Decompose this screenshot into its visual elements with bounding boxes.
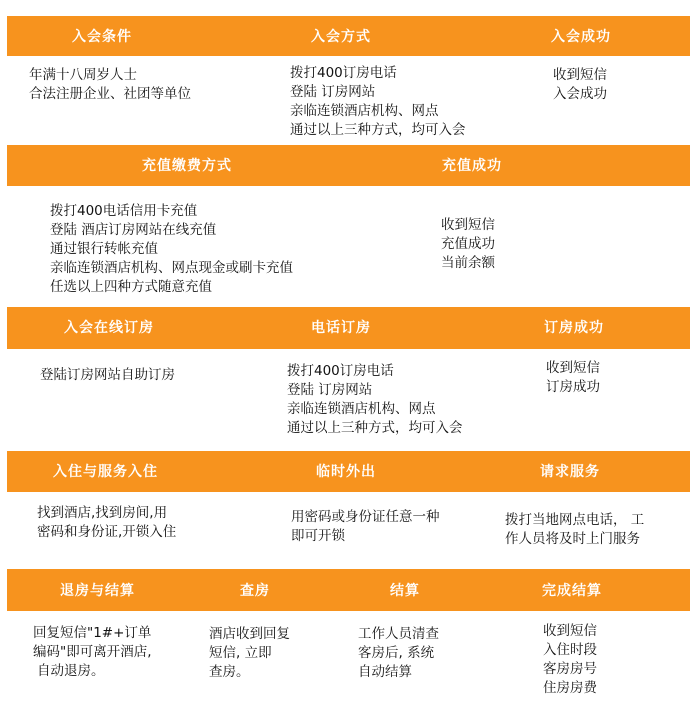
header-room-check: 查房 bbox=[240, 583, 270, 599]
text-line: 收到短信 bbox=[543, 623, 597, 639]
text-line: 合法注册企业、社团等单位 bbox=[29, 86, 191, 102]
cell-settlement-complete bbox=[543, 622, 597, 698]
cell-online-booking bbox=[40, 366, 175, 385]
text-line: 亲临连锁酒店机构、网点 bbox=[290, 103, 439, 119]
text-line: 找到酒店,找到房间,用 bbox=[37, 505, 168, 521]
text-line: 自动退房。 bbox=[37, 663, 105, 679]
text-line: 收到短信 bbox=[441, 217, 495, 233]
header-settlement: 结算 bbox=[390, 583, 420, 599]
text-line: 登陆订房网站自助订房 bbox=[40, 367, 175, 383]
text-line: 客房房号 bbox=[543, 661, 597, 677]
cell-phone-booking bbox=[287, 362, 463, 438]
text-line: 密码和身份证,开锁入住 bbox=[37, 524, 177, 540]
header-booking-success: 订房成功 bbox=[544, 320, 604, 336]
header-bar-recharge bbox=[7, 145, 690, 186]
cell-temporary-leave bbox=[291, 508, 440, 546]
text-line: 当前余额 bbox=[441, 255, 495, 271]
header-recharge-success: 充值成功 bbox=[442, 158, 502, 174]
cell-room-check bbox=[209, 625, 290, 682]
header-membership-success: 入会成功 bbox=[551, 29, 611, 45]
header-membership-conditions: 入会条件 bbox=[72, 29, 132, 45]
header-membership-methods: 入会方式 bbox=[311, 29, 371, 45]
text-line: 酒店收到回复 bbox=[209, 626, 290, 642]
cell-settlement bbox=[358, 625, 439, 682]
text-line: 入住时段 bbox=[543, 642, 597, 658]
text-line: 入会成功 bbox=[553, 86, 607, 102]
text-line: 通过以上三种方式，均可入会 bbox=[290, 122, 466, 138]
text-line: 通过银行转帐充值 bbox=[50, 241, 158, 257]
cell-checkout-settlement bbox=[33, 624, 152, 681]
text-line: 用密码或身份证任意一种 bbox=[291, 509, 440, 525]
header-phone-booking: 电话订房 bbox=[311, 320, 371, 336]
header-checkin-service: 入住与服务入住 bbox=[53, 464, 158, 480]
text-line: 亲临连锁酒店机构、网点 bbox=[287, 401, 436, 417]
text-line: 工作人员清查 bbox=[358, 626, 439, 642]
text-line: 充值成功 bbox=[441, 236, 495, 252]
text-line: 收到短信 bbox=[546, 360, 600, 376]
text-line: 通过以上三种方式，均可入会 bbox=[287, 420, 463, 436]
text-line: 即可开锁 bbox=[291, 528, 345, 544]
text-line: 自动结算 bbox=[358, 664, 412, 680]
text-line: 订房成功 bbox=[546, 379, 600, 395]
text-line: 拨打400订房电话 bbox=[287, 363, 394, 379]
text-line: 任选以上四种方式随意充值 bbox=[50, 279, 212, 295]
header-request-service: 请求服务 bbox=[540, 464, 600, 480]
cell-membership-success bbox=[553, 66, 607, 104]
header-online-booking: 入会在线订房 bbox=[64, 320, 154, 336]
cell-recharge-methods bbox=[50, 202, 293, 297]
cell-membership-conditions bbox=[29, 66, 191, 104]
header-temporary-leave: 临时外出 bbox=[316, 464, 376, 480]
header-checkout-settlement: 退房与结算 bbox=[60, 583, 135, 599]
text-line: 客房后, 系统 bbox=[358, 645, 435, 661]
text-line: 登陆 订房网站 bbox=[287, 382, 373, 398]
header-settlement-complete: 完成结算 bbox=[542, 583, 602, 599]
text-line: 亲临连锁酒店机构、网点现金或刷卡充值 bbox=[50, 260, 293, 276]
text-line: 收到短信 bbox=[553, 67, 607, 83]
text-line: 作人员将及时上门服务 bbox=[505, 531, 640, 547]
text-line: 查房。 bbox=[209, 664, 250, 680]
text-line: 编码"即可离开酒店, bbox=[33, 644, 152, 660]
text-line: 登陆 酒店订房网站在线充值 bbox=[50, 222, 217, 238]
cell-checkin-service bbox=[37, 504, 176, 542]
cell-recharge-success bbox=[441, 216, 495, 273]
header-recharge-methods: 充值缴费方式 bbox=[142, 158, 232, 174]
text-line: 拨打400电话信用卡充值 bbox=[50, 203, 198, 219]
cell-request-service bbox=[505, 511, 644, 549]
text-line: 拨打400订房电话 bbox=[290, 65, 397, 81]
text-line: 住房房费 bbox=[543, 680, 597, 696]
cell-membership-methods bbox=[290, 64, 466, 140]
text-line: 回复短信"1#+订单 bbox=[33, 625, 152, 641]
cell-booking-success bbox=[546, 359, 600, 397]
text-line: 短信, 立即 bbox=[209, 645, 272, 661]
text-line: 登陆 订房网站 bbox=[290, 84, 376, 100]
text-line: 年满十八周岁人士 bbox=[29, 67, 137, 83]
text-line: 拨打当地网点电话， 工 bbox=[505, 512, 645, 528]
